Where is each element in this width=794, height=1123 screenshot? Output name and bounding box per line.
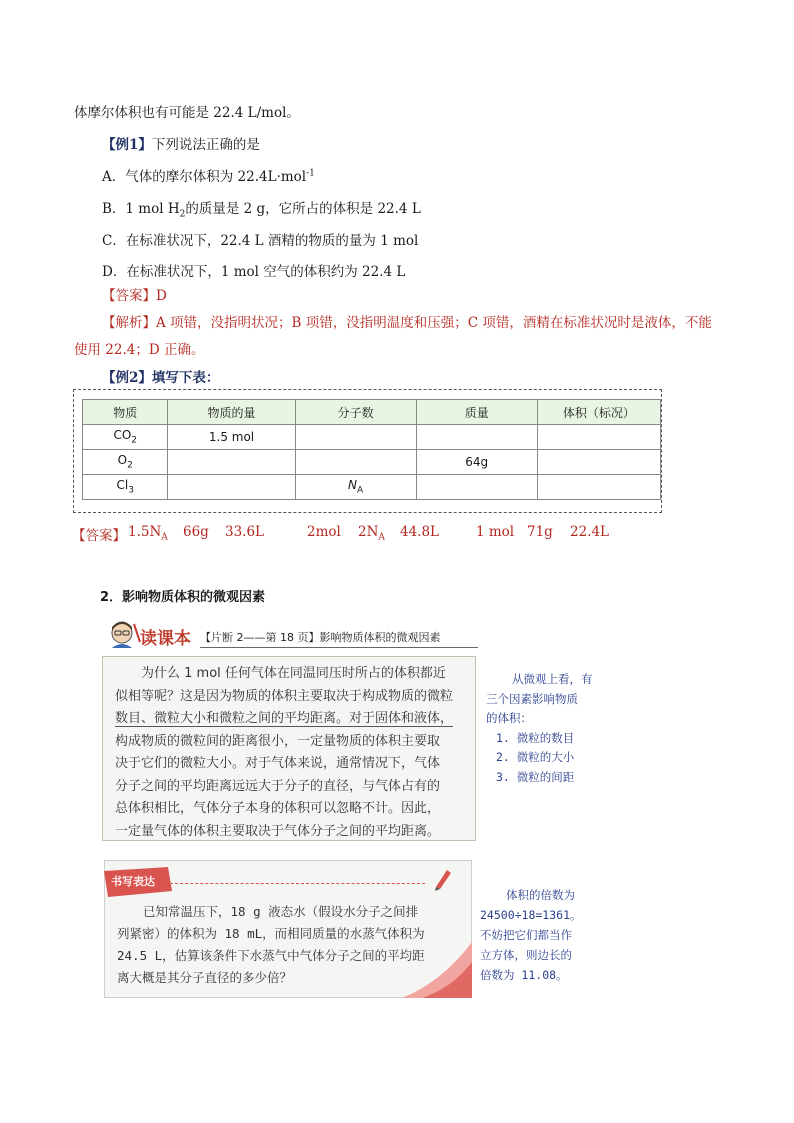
writing-text: 已知常温压下，18 g 液态水（假设水分子之间排 列紧密）的体积为 18 mL，而相同质量的水蒸气体积为 24.5 L，估算该条件下水蒸气中气体分子之间的平均距 离大概是其分子直径的多少倍？ — [117, 904, 425, 985]
example1-label: 【例1】 — [102, 137, 152, 153]
option-b-sub: 2 — [179, 209, 186, 220]
writing-side-note: 体积的倍数为 24500÷18=1361。 不妨把它们都当作 立方体，则边长的 倍数为 11.08。 — [480, 888, 582, 982]
pencil-icon — [433, 867, 453, 891]
table-cell: 1.5 mol — [168, 425, 295, 450]
answer-item: 44.8L — [400, 524, 440, 540]
answer-item: 2mol — [307, 524, 341, 540]
option-a — [102, 165, 315, 185]
table-cell-substance: $Cl_3$ — [83, 475, 168, 500]
answer-item: $1.5N_A$ — [128, 524, 168, 543]
answer-item: 1 mol — [476, 524, 515, 540]
table-header-row — [83, 400, 661, 425]
student-avatar-icon — [104, 620, 144, 650]
writing-header-rule — [165, 883, 425, 884]
table-header: 分子数 — [295, 400, 416, 425]
answer-item: 22.4L — [570, 524, 610, 540]
example2-question-text: 填写下表： — [151, 370, 220, 386]
table-row — [83, 475, 661, 500]
table-header: 质量 — [416, 400, 537, 425]
table-cell — [537, 475, 660, 500]
analysis-line2: 使用 22.4；D 正确。 — [74, 342, 205, 358]
answer-value: D — [156, 288, 167, 304]
side-note: 从微观上看，有 三个因素影响物质 的体积： 1. 微粒的数目 2. 微粒的大小 3. 微粒的间距 — [486, 672, 593, 784]
fill-table-frame — [73, 389, 662, 513]
table-cell — [168, 475, 295, 500]
writing-badge: 书写表达 — [111, 875, 155, 888]
example2-answer-label: 【答案】 — [72, 528, 126, 544]
table-cell: 64g — [416, 450, 537, 475]
answer-item: 33.6L — [225, 524, 265, 540]
table-row — [83, 425, 661, 450]
option-c: C．在标准状况下，22.4 L 酒精的物质的量为 1 mol — [102, 233, 419, 249]
answer-item: 66g — [183, 524, 209, 540]
table-header: 体积（标况） — [537, 400, 660, 425]
example1-analysis — [102, 311, 712, 331]
table-cell — [416, 425, 537, 450]
read-badge: 读课本 — [140, 629, 191, 649]
option-a-text: A．气体的摩尔体积为 22.4L·mol — [102, 169, 307, 185]
example1-question — [102, 133, 260, 153]
analysis-label: 【解析】 — [102, 315, 156, 331]
example2-label: 【例2】 — [102, 370, 152, 386]
table-cell — [416, 475, 537, 500]
table-cell — [295, 450, 416, 475]
option-b-pre: B．1 mol H — [102, 201, 180, 217]
table-header: 物质的量 — [168, 400, 295, 425]
table-cell — [537, 450, 660, 475]
option-d: D．在标准状况下，1 mol 空气的体积约为 22.4 L — [102, 264, 406, 280]
example1-answer — [102, 284, 167, 304]
header-rule — [200, 647, 478, 648]
answer-label: 【答案】 — [102, 288, 156, 304]
read-textbook-header — [104, 622, 478, 650]
table-cell — [537, 425, 660, 450]
table-row — [83, 450, 661, 475]
table-cell — [295, 425, 416, 450]
option-b-post: 的质量是 2 g，它所占的体积是 22.4 L — [185, 201, 421, 217]
section2-title: 2．影响物质体积的微观因素 — [100, 590, 266, 605]
option-b — [102, 197, 421, 220]
page-curl-decoration — [402, 942, 472, 998]
example1-question-text: 下列说法正确的是 — [151, 137, 260, 153]
analysis-line1: A 项错，没指明状况；B 项错，没指明温度和压强；C 项错，酒精在标准状况时是液体，不能 — [156, 315, 712, 331]
table-cell: $N_A$ — [295, 475, 416, 500]
fill-table — [82, 399, 661, 500]
intro-line: 体摩尔体积也有可能是 22.4 L/mol。 — [74, 105, 300, 121]
writing-box — [104, 860, 472, 998]
read-textbook-box — [102, 656, 476, 841]
option-a-sup: -1 — [306, 168, 315, 179]
table-cell-substance: $O_2$ — [83, 450, 168, 475]
table-cell — [168, 450, 295, 475]
table-header: 物质 — [83, 400, 168, 425]
read-textbook-text: 为什么 1 mol 任何气体在同温同压时所占的体积都近 似相等呢？这是因为物质的体积主要取决于构成物质的微粒 数目、微粒大小和微粒之间的平均距离。对于固体和液体， 构成物质的微粒间的距离很小，一定量物质的体积主要取 决于它们的微粒大小。对于气体来说，通常情况下，气体 分子之间的平均距离远远大于分子的直径，与气体占有的 总体积相比，气体分子本身的体积可以忽略不计。因此， 一定量气体的体积主要取决于气体分子之间的平均距离。 — [115, 666, 454, 839]
table-cell-substance: $CO_2$ — [83, 425, 168, 450]
read-header-text: 【片断 2——第 18 页】影响物质体积的微观因素 — [200, 631, 441, 644]
answer-item: $2N_A$ — [358, 524, 385, 543]
example2-question — [102, 366, 219, 386]
answer-item: 71g — [527, 524, 553, 540]
